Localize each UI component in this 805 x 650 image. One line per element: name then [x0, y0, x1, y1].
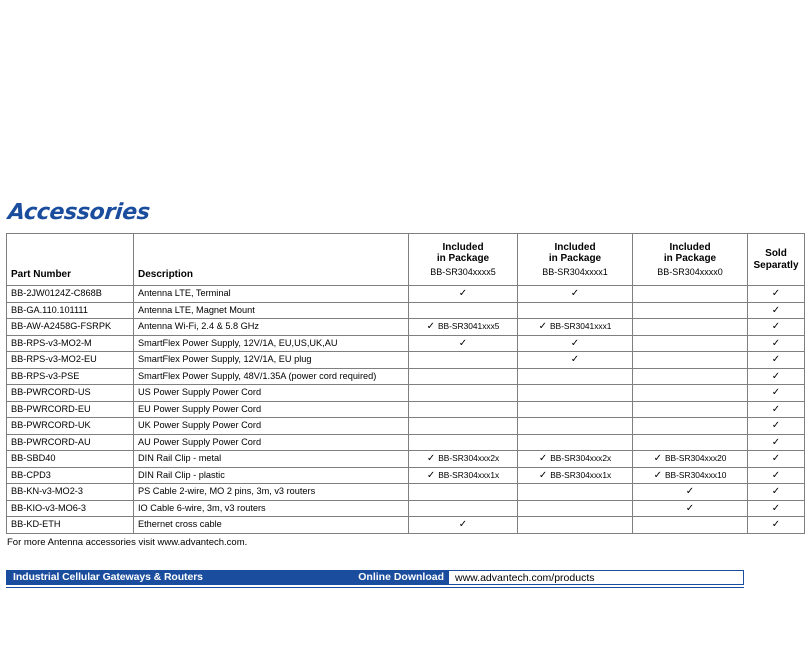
package-5-line1: Included	[442, 241, 484, 253]
check-icon: ✓	[538, 321, 547, 332]
column-header-sold-separately	[748, 234, 805, 286]
cell-sold-separately	[748, 352, 805, 369]
cell-package-5	[409, 500, 518, 517]
antenna-accessories-note: For more Antenna accessories visit www.advantech.com.	[7, 536, 248, 548]
cell-package-1	[518, 302, 633, 319]
cell-package-5	[409, 451, 518, 468]
cell-part-number: BB-AW-A2458G-FSRPK	[7, 319, 134, 336]
check-icon: ✓	[685, 502, 695, 514]
cell-description: DIN Rail Clip - plastic	[134, 467, 409, 484]
package-5-line2: in Package	[436, 253, 490, 265]
cell-package-0	[633, 302, 748, 319]
check-icon: ✓	[771, 420, 781, 431]
cell-package-0	[633, 418, 748, 435]
cell-package-1	[518, 451, 633, 468]
table-row	[7, 401, 805, 418]
cell-description: SmartFlex Power Supply, 12V/1A, EU plug	[134, 352, 409, 369]
cell-package-1	[518, 352, 633, 369]
cell-package-1	[518, 335, 633, 352]
cell-part-number: BB-KN-v3-MO2-3	[7, 484, 134, 501]
cell-part-number: BB-RPS-v3-MO2-M	[7, 335, 134, 352]
sold-line1: Sold	[765, 248, 787, 259]
check-icon: ✓	[771, 519, 781, 530]
footer-url-box[interactable]	[448, 570, 744, 585]
cell-package-0	[633, 401, 748, 418]
check-icon: ✓	[426, 321, 435, 332]
cell-sold-separately	[748, 517, 805, 534]
package-mark-wrapper	[654, 453, 727, 465]
check-icon: ✓	[771, 453, 781, 464]
cell-part-number: BB-RPS-v3-MO2-EU	[7, 352, 134, 369]
cell-part-number: BB-GA.110.101111	[7, 302, 134, 319]
cell-sold-separately	[748, 484, 805, 501]
check-icon: ✓	[771, 337, 781, 349]
cell-package-1	[518, 434, 633, 451]
cell-sold-separately	[748, 401, 805, 418]
table-row	[7, 368, 805, 385]
package-mark-wrapper	[571, 338, 579, 350]
cell-package-5	[409, 385, 518, 402]
cell-description: IO Cable 6-wire, 3m, v3 routers	[134, 500, 409, 517]
table-row	[7, 385, 805, 402]
cell-part-number: BB-RPS-v3-PSE	[7, 368, 134, 385]
cell-part-number: BB-PWRCORD-UK	[7, 418, 134, 435]
cell-description: Antenna Wi-Fi, 2.4 & 5.8 GHz	[134, 319, 409, 336]
cell-package-0	[633, 467, 748, 484]
cell-description: Ethernet cross cable	[134, 517, 409, 534]
package-mark-wrapper	[427, 470, 499, 482]
table-row	[7, 286, 805, 303]
footer-url-text: www.advantech.com/products	[455, 572, 595, 584]
column-header-package-5	[409, 234, 518, 286]
package-mark-wrapper	[459, 338, 467, 350]
check-icon: ✓	[458, 288, 468, 299]
cell-package-0	[633, 352, 748, 369]
check-icon: ✓	[570, 337, 580, 349]
page-title: Accessories	[6, 200, 152, 225]
accessories-table	[6, 233, 805, 534]
check-icon: ✓	[771, 288, 781, 299]
cell-sold-separately	[748, 467, 805, 484]
table-row	[7, 302, 805, 319]
check-icon: ✓	[771, 354, 781, 365]
check-icon: ✓	[771, 370, 781, 382]
cell-sold-separately	[748, 500, 805, 517]
package-mark-wrapper	[459, 519, 467, 531]
table-row	[7, 418, 805, 435]
cell-sold-separately	[748, 335, 805, 352]
cell-package-5	[409, 335, 518, 352]
column-header-package-0	[633, 234, 748, 286]
cell-description: DIN Rail Clip - metal	[134, 451, 409, 468]
cell-description: Antenna LTE, Magnet Mount	[134, 302, 409, 319]
package-mark-wrapper	[686, 503, 694, 515]
check-icon: ✓	[771, 486, 781, 497]
cell-package-1	[518, 319, 633, 336]
cell-description: AU Power Supply Power Cord	[134, 434, 409, 451]
check-icon: ✓	[570, 354, 580, 365]
package-mark-wrapper	[539, 321, 612, 333]
package-1-line1: Included	[554, 241, 596, 253]
cell-part-number: BB-PWRCORD-EU	[7, 401, 134, 418]
package-variant-code: BB-SR3041xxx1	[549, 321, 612, 331]
cell-package-0	[633, 319, 748, 336]
table-header-row	[7, 234, 805, 286]
cell-sold-separately	[748, 434, 805, 451]
table-row	[7, 500, 805, 517]
package-mark-wrapper	[686, 486, 694, 498]
check-icon: ✓	[771, 387, 781, 398]
check-icon: ✓	[771, 304, 781, 316]
cell-package-1	[518, 385, 633, 402]
package-variant-code: BB-SR304xxx2x	[438, 453, 500, 463]
cell-package-5	[409, 484, 518, 501]
cell-part-number: BB-PWRCORD-AU	[7, 434, 134, 451]
package-5-code: BB-SR304xxxx5	[430, 266, 496, 277]
cell-package-5	[409, 368, 518, 385]
cell-package-0	[633, 500, 748, 517]
cell-package-1	[518, 517, 633, 534]
check-icon: ✓	[458, 337, 468, 349]
cell-description: EU Power Supply Power Cord	[134, 401, 409, 418]
package-mark-wrapper	[539, 470, 611, 482]
package-0-line1: Included	[669, 241, 711, 253]
cell-part-number: BB-KD-ETH	[7, 517, 134, 534]
cell-package-0	[633, 335, 748, 352]
accessories-section	[6, 200, 799, 548]
cell-sold-separately	[748, 286, 805, 303]
cell-package-1	[518, 368, 633, 385]
cell-part-number: BB-KIO-v3-MO6-3	[7, 500, 134, 517]
table-body	[7, 286, 805, 534]
cell-package-0	[633, 286, 748, 303]
cell-package-0	[633, 434, 748, 451]
check-icon: ✓	[771, 436, 781, 448]
column-header-package-1	[518, 234, 633, 286]
footer-rule	[6, 587, 744, 588]
footer-download-label: Online Download	[358, 571, 444, 583]
table-row	[7, 319, 805, 336]
table-row	[7, 451, 805, 468]
package-mark-wrapper	[459, 288, 467, 300]
check-icon: ✓	[458, 519, 468, 530]
cell-description: SmartFlex Power Supply, 12V/1A, EU,US,UK,AU	[134, 335, 409, 352]
package-1-line2: in Package	[548, 253, 602, 265]
cell-sold-separately	[748, 385, 805, 402]
cell-package-1	[518, 401, 633, 418]
table-row	[7, 467, 805, 484]
cell-description: Antenna LTE, Terminal	[134, 286, 409, 303]
check-icon: ✓	[685, 486, 695, 497]
cell-package-1	[518, 286, 633, 303]
table-row	[7, 484, 805, 501]
cell-description: UK Power Supply Power Cord	[134, 418, 409, 435]
check-icon: ✓	[538, 469, 548, 481]
cell-package-1	[518, 500, 633, 517]
check-icon: ✓	[653, 469, 662, 481]
cell-package-5	[409, 517, 518, 534]
package-mark-wrapper	[571, 354, 579, 366]
check-icon: ✓	[653, 453, 662, 464]
cell-description: PS Cable 2-wire, MO 2 pins, 3m, v3 routers	[134, 484, 409, 501]
cell-part-number: BB-SBD40	[7, 451, 134, 468]
package-mark-wrapper	[654, 470, 727, 482]
cell-package-5	[409, 467, 518, 484]
cell-package-0	[633, 451, 748, 468]
table-row	[7, 517, 805, 534]
check-icon: ✓	[771, 469, 781, 481]
check-icon: ✓	[426, 469, 436, 481]
cell-package-1	[518, 418, 633, 435]
package-1-code: BB-SR304xxxx1	[542, 266, 608, 277]
cell-package-0	[633, 385, 748, 402]
package-mark-wrapper	[539, 453, 611, 465]
column-header-part-number: Part Number	[7, 234, 134, 286]
check-icon: ✓	[771, 502, 781, 514]
table-header	[7, 234, 805, 286]
cell-package-0	[633, 517, 748, 534]
package-variant-code: BB-SR304xxx20	[664, 453, 727, 463]
package-variant-code: BB-SR304xxx10	[664, 469, 727, 480]
package-variant-code: BB-SR304xxx1x	[550, 469, 612, 480]
cell-sold-separately	[748, 451, 805, 468]
cell-package-0	[633, 484, 748, 501]
cell-package-1	[518, 467, 633, 484]
table-row	[7, 352, 805, 369]
package-variant-code: BB-SR3041xxx5	[437, 321, 500, 331]
package-mark-wrapper	[427, 321, 500, 333]
package-mark-wrapper	[571, 288, 579, 300]
cell-description: US Power Supply Power Cord	[134, 385, 409, 402]
footer-category-label: Industrial Cellular Gateways & Routers	[13, 571, 203, 583]
cell-part-number: BB-CPD3	[7, 467, 134, 484]
page-footer	[6, 570, 744, 586]
cell-description: SmartFlex Power Supply, 48V/1.35A (power cord required)	[134, 368, 409, 385]
table-row	[7, 434, 805, 451]
column-header-description: Description	[134, 234, 409, 286]
table-row	[7, 335, 805, 352]
package-variant-code: BB-SR304xxx2x	[550, 453, 612, 463]
cell-sold-separately	[748, 368, 805, 385]
package-0-line2: in Package	[663, 253, 717, 265]
cell-package-5	[409, 401, 518, 418]
cell-sold-separately	[748, 418, 805, 435]
cell-package-5	[409, 352, 518, 369]
check-icon: ✓	[771, 403, 781, 415]
cell-sold-separately	[748, 319, 805, 336]
sold-line2: Separatly	[753, 259, 799, 271]
check-icon: ✓	[538, 453, 548, 464]
cell-part-number: BB-2JW0124Z-C868B	[7, 286, 134, 303]
cell-package-5	[409, 434, 518, 451]
check-icon: ✓	[771, 321, 781, 332]
cell-package-1	[518, 484, 633, 501]
check-icon: ✓	[426, 453, 436, 464]
cell-package-0	[633, 368, 748, 385]
package-mark-wrapper	[427, 453, 499, 465]
cell-package-5	[409, 286, 518, 303]
cell-package-5	[409, 302, 518, 319]
cell-package-5	[409, 418, 518, 435]
package-variant-code: BB-SR304xxx1x	[438, 469, 500, 480]
check-icon: ✓	[570, 288, 580, 299]
cell-sold-separately	[748, 302, 805, 319]
cell-part-number: BB-PWRCORD-US	[7, 385, 134, 402]
package-0-code: BB-SR304xxxx0	[657, 266, 723, 277]
cell-package-5	[409, 319, 518, 336]
